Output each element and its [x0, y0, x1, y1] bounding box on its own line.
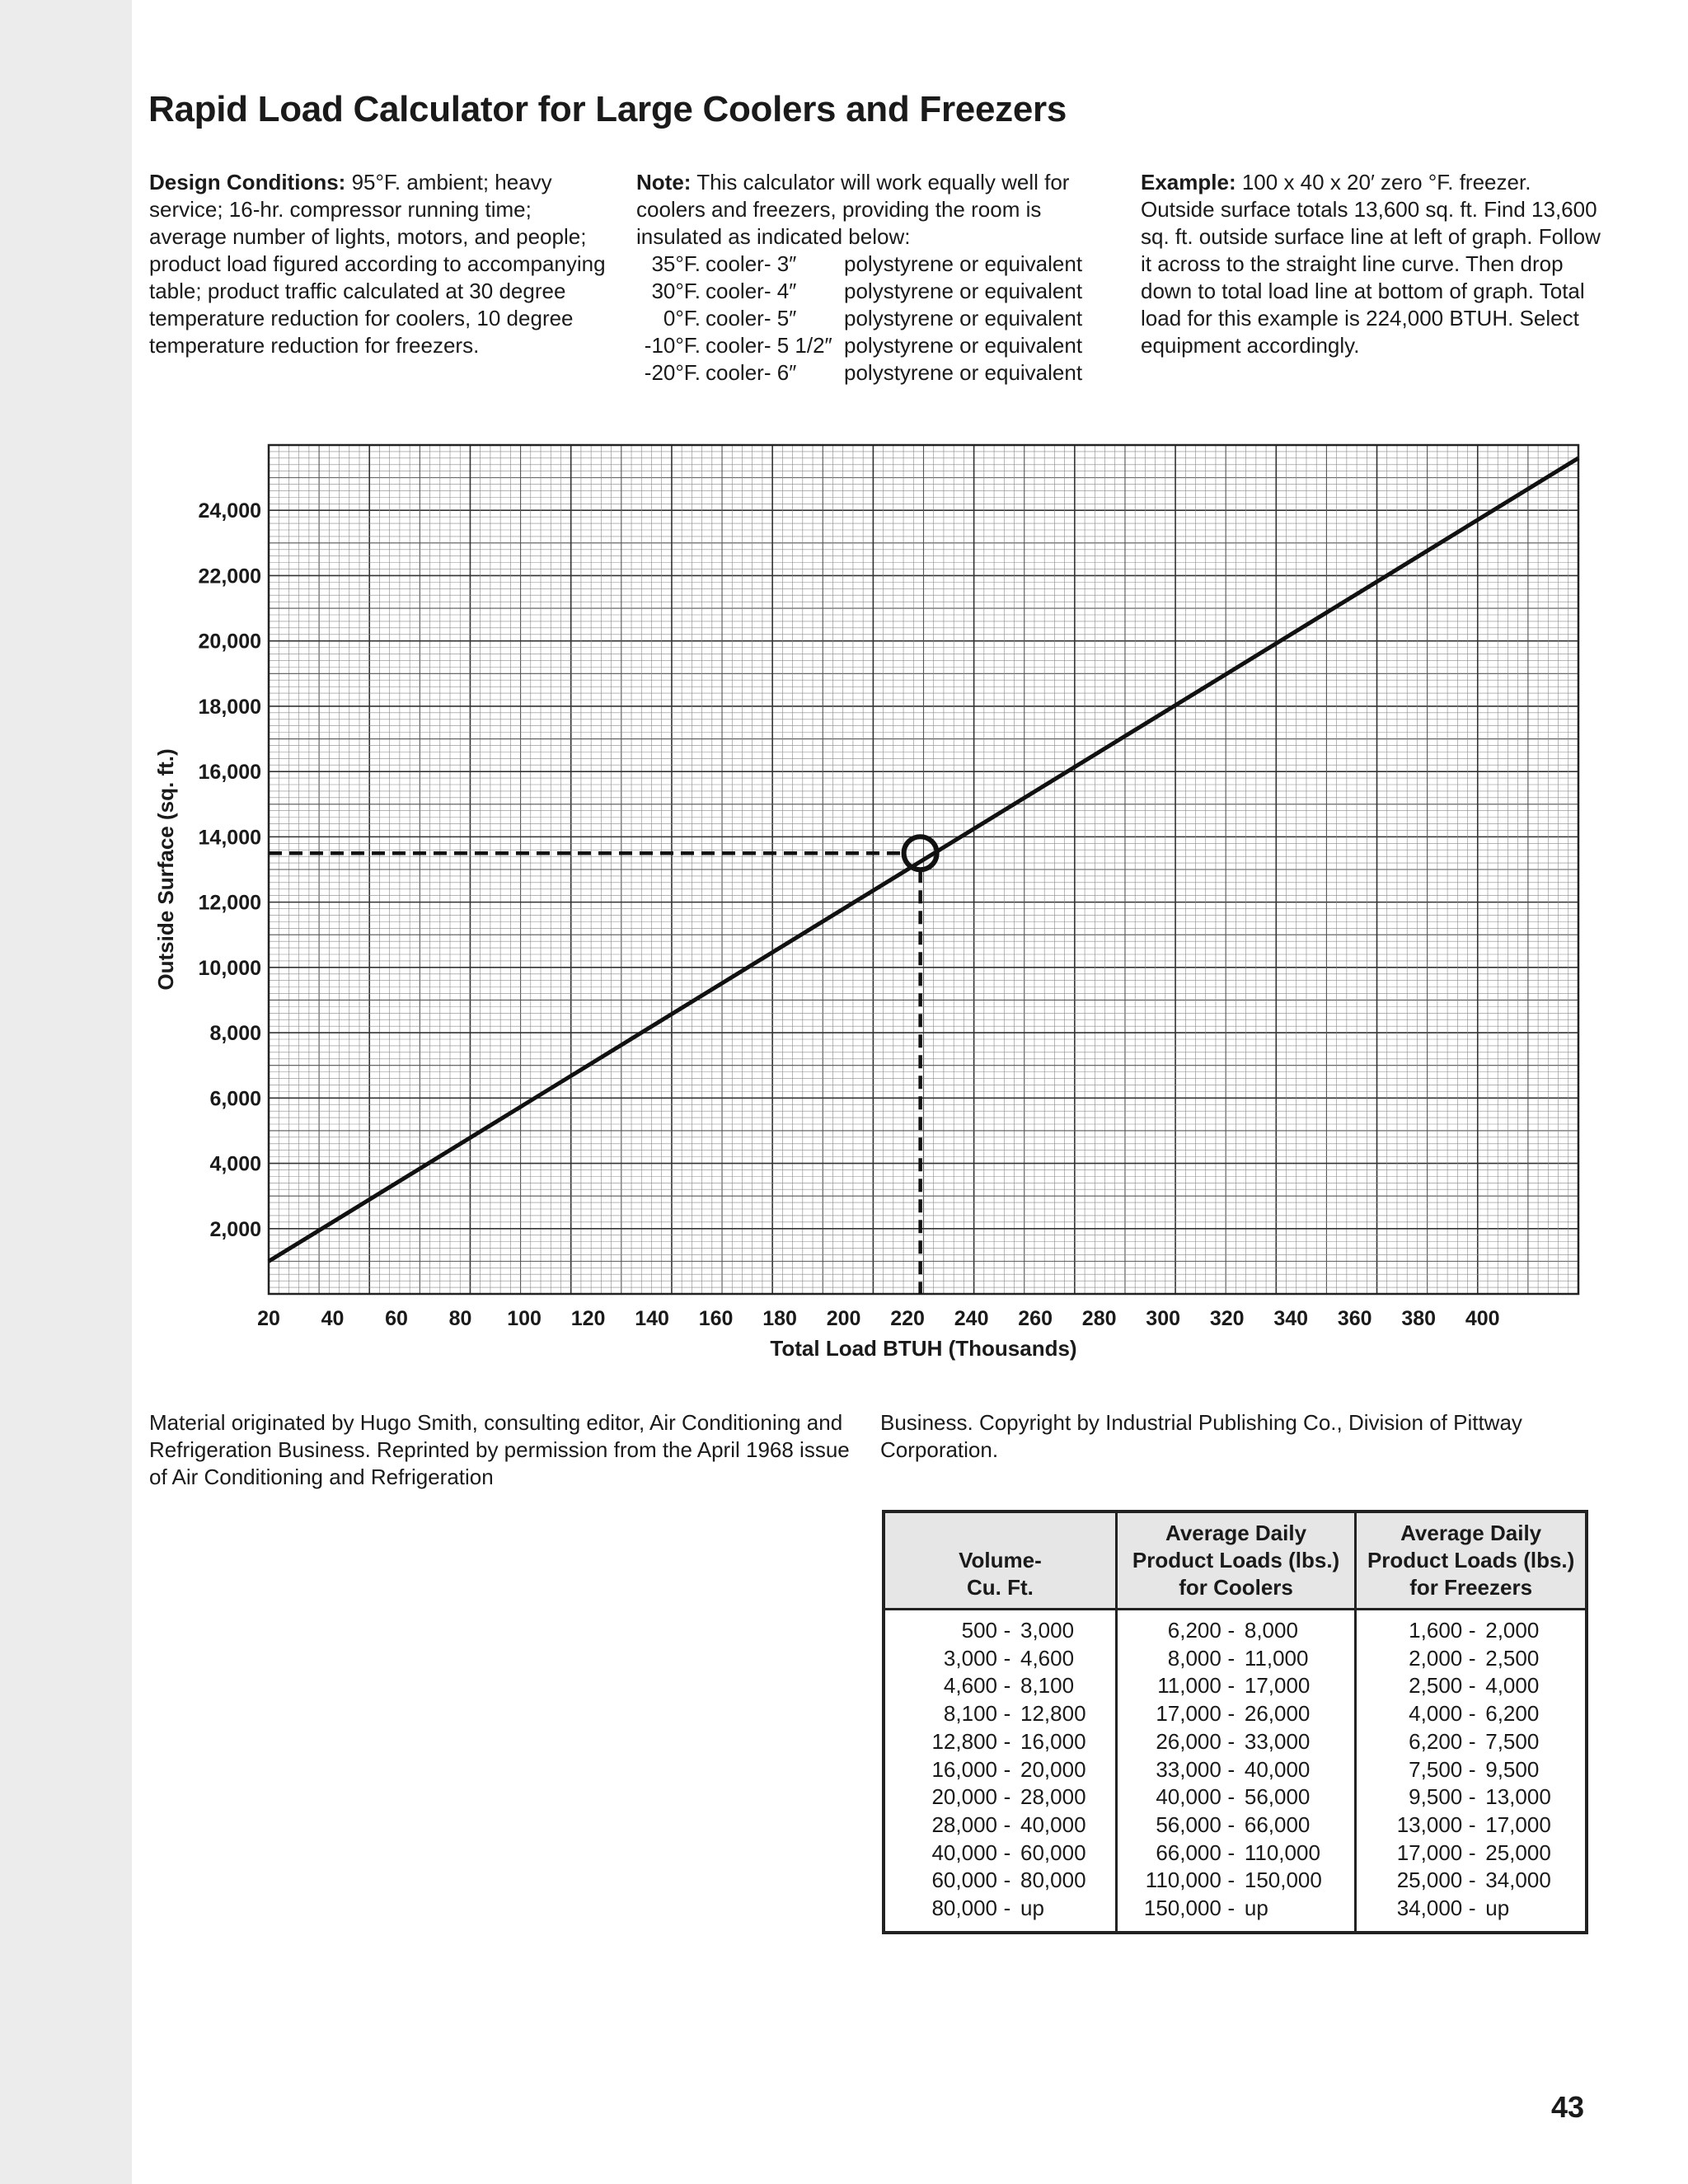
- example-text: 100 x 40 x 20′ zero °F. freezer. Outside surface totals 13,600 sq. ft. Find 13,600 sq. ft. outside surface line at left of graph. Follow it across to the straight line curve. Then drop down to total load line at bottom of graph. Total load for this example is 224,000 BTUH. Select equipment accordingly.: [1141, 170, 1601, 358]
- insulation-material: polystyrene or equivalent: [844, 333, 1083, 358]
- loads-cell: 16,000 - 20,000: [931, 1756, 1086, 1782]
- x-tick-label: 300: [1146, 1307, 1181, 1330]
- insulation-thickness: cooler- 4″: [706, 279, 797, 303]
- y-tick-label: 10,000: [198, 956, 261, 980]
- loads-cell: 4,600 - 8,100: [943, 1673, 1075, 1699]
- loads-cell: 150,000 - up: [1143, 1896, 1268, 1921]
- y-tick-label: 8,000: [209, 1022, 261, 1046]
- loads-cell: 1,600 - 2,000: [1409, 1618, 1540, 1643]
- x-tick-label: 140: [635, 1307, 669, 1330]
- loads-cell: 26,000 - 33,000: [1156, 1728, 1311, 1754]
- y-axis-label: Outside Surface (sq. ft.): [153, 748, 178, 991]
- insulation-thickness: cooler- 5″: [706, 306, 797, 330]
- x-tick-label: 100: [507, 1307, 542, 1330]
- loads-cell: 110,000 - 150,000: [1145, 1868, 1322, 1893]
- loads-cell: 20,000 - 28,000: [931, 1784, 1086, 1810]
- x-tick-label: 360: [1337, 1307, 1372, 1330]
- loads-cell: 17,000 - 25,000: [1396, 1840, 1551, 1865]
- loads-cell: 17,000 - 26,000: [1156, 1701, 1311, 1727]
- loads-header-0: Volume- Cu. Ft.: [885, 1513, 1116, 1610]
- x-tick-label: 160: [698, 1307, 734, 1330]
- y-tick-label: 20,000: [198, 630, 261, 654]
- x-tick-label: 240: [954, 1307, 989, 1330]
- y-tick-label: 18,000: [198, 695, 261, 719]
- y-tick-label: 24,000: [198, 499, 261, 523]
- insulation-temp: 30°F.: [651, 279, 701, 303]
- x-tick-label: 120: [570, 1307, 606, 1330]
- insulation-thickness: cooler- 3″: [706, 251, 797, 276]
- loads-cell: 66,000 - 110,000: [1156, 1840, 1320, 1865]
- y-tick-label: 16,000: [198, 761, 261, 785]
- insulation-temp: 35°F.: [651, 251, 701, 276]
- loads-cell: 56,000 - 66,000: [1156, 1811, 1311, 1837]
- insulation-material: polystyrene or equivalent: [844, 360, 1083, 385]
- x-tick-label: 60: [385, 1307, 408, 1330]
- loads-cell: 40,000 - 56,000: [1156, 1784, 1311, 1810]
- freezers-column: [1356, 1610, 1585, 1931]
- insulation-thickness: cooler- 5 1/2″: [706, 333, 832, 358]
- y-tick-label: 4,000: [209, 1152, 261, 1176]
- loads-cell: 8,100 - 12,800: [943, 1701, 1086, 1727]
- loads-cell: 12,800 - 16,000: [931, 1728, 1086, 1754]
- example-label: Example:: [1141, 170, 1236, 194]
- loads-cell: 2,500 - 4,000: [1409, 1673, 1540, 1699]
- x-axis-label: Total Load BTUH (Thousands): [770, 1336, 1077, 1361]
- x-tick-label: 260: [1018, 1307, 1053, 1330]
- x-tick-label: 280: [1081, 1307, 1117, 1330]
- insulation-material: polystyrene or equivalent: [844, 306, 1083, 330]
- x-tick-label: 340: [1273, 1307, 1309, 1330]
- loads-cell: 6,200 - 7,500: [1409, 1728, 1540, 1754]
- x-tick-label: 220: [890, 1307, 925, 1330]
- x-tick-label: 80: [448, 1307, 472, 1330]
- loads-cell: 34,000 - up: [1396, 1896, 1510, 1921]
- design-conditions-text: 95°F. ambient; heavy service; 16-hr. compressor running time; average number of lights, motors, and people; product load figured according to accompanying table; product traffic calculated at 30 degree temperature reduction for coolers, 10 degree temperature reduction for freezers.: [149, 170, 606, 358]
- product-loads-table: [882, 1510, 1588, 1934]
- loads-cell: 9,500 - 13,000: [1409, 1784, 1551, 1810]
- page-number: 43: [1551, 2090, 1585, 2124]
- x-tick-label: 320: [1209, 1307, 1245, 1330]
- loads-cell: 2,000 - 2,500: [1409, 1645, 1540, 1671]
- insulation-temp: -10°F.: [644, 333, 701, 358]
- design-conditions-label: Design Conditions:: [149, 170, 346, 194]
- x-tick-label: 380: [1401, 1307, 1437, 1330]
- loads-cell: 11,000 - 17,000: [1157, 1673, 1311, 1699]
- loads-cell: 13,000 - 17,000: [1396, 1811, 1551, 1837]
- loads-cell: 3,000 - 4,600: [943, 1645, 1075, 1671]
- credit-left: Material originated by Hugo Smith, consulting editor, Air Conditioning and Refrigeration Business. Reprinted by permission from the April 1968 issue of Air Conditioning and Refrigeration: [149, 1410, 850, 1489]
- loads-cell: 33,000 - 40,000: [1156, 1756, 1311, 1782]
- x-tick-label: 40: [321, 1307, 345, 1330]
- x-tick-label: 20: [257, 1307, 280, 1330]
- y-tick-label: 14,000: [198, 826, 261, 850]
- insulation-thickness: cooler- 6″: [706, 360, 797, 385]
- insulation-temp: -20°F.: [644, 360, 701, 385]
- insulation-material: polystyrene or equivalent: [844, 251, 1083, 276]
- x-tick-label: 400: [1465, 1307, 1500, 1330]
- y-tick-label: 12,000: [198, 891, 261, 915]
- loads-cell: 40,000 - 60,000: [931, 1840, 1086, 1865]
- insulation-temp: 0°F.: [663, 306, 701, 330]
- x-tick-label: 200: [826, 1307, 861, 1330]
- loads-cell: 6,200 - 8,000: [1167, 1618, 1298, 1643]
- x-tick-label: 180: [762, 1307, 797, 1330]
- y-tick-label: 22,000: [198, 565, 261, 588]
- loads-cell: 60,000 - 80,000: [931, 1868, 1086, 1893]
- loads-cell: 25,000 - 34,000: [1396, 1868, 1551, 1893]
- loads-header-1: Average Daily Product Loads (lbs.) for Coolers: [1116, 1513, 1355, 1610]
- loads-cell: 28,000 - 40,000: [931, 1811, 1086, 1837]
- y-tick-label: 2,000: [209, 1217, 261, 1241]
- credit-right: Business. Copyright by Industrial Publishing Co., Division of Pittway Corporation.: [880, 1410, 1522, 1462]
- loads-cell: 500 - 3,000: [961, 1618, 1075, 1643]
- loads-cell: 7,500 - 9,500: [1409, 1756, 1540, 1782]
- y-tick-label: 6,000: [209, 1087, 261, 1111]
- note-text: This calculator will work equally well for coolers and freezers, providing the room is insulated as indicated below:: [636, 170, 1070, 249]
- loads-cell: 8,000 - 11,000: [1167, 1645, 1309, 1671]
- loads-header-2: Average Daily Product Loads (lbs.) for Freezers: [1356, 1513, 1585, 1610]
- coolers-column: [1116, 1610, 1355, 1931]
- page-title: Rapid Load Calculator for Large Coolers and Freezers: [148, 89, 1067, 129]
- volume-column: [885, 1610, 1116, 1931]
- note-label: Note:: [636, 170, 692, 194]
- loads-cell: 4,000 - 6,200: [1409, 1701, 1540, 1727]
- loads-cell: 80,000 - up: [931, 1896, 1044, 1921]
- insulation-material: polystyrene or equivalent: [844, 279, 1083, 303]
